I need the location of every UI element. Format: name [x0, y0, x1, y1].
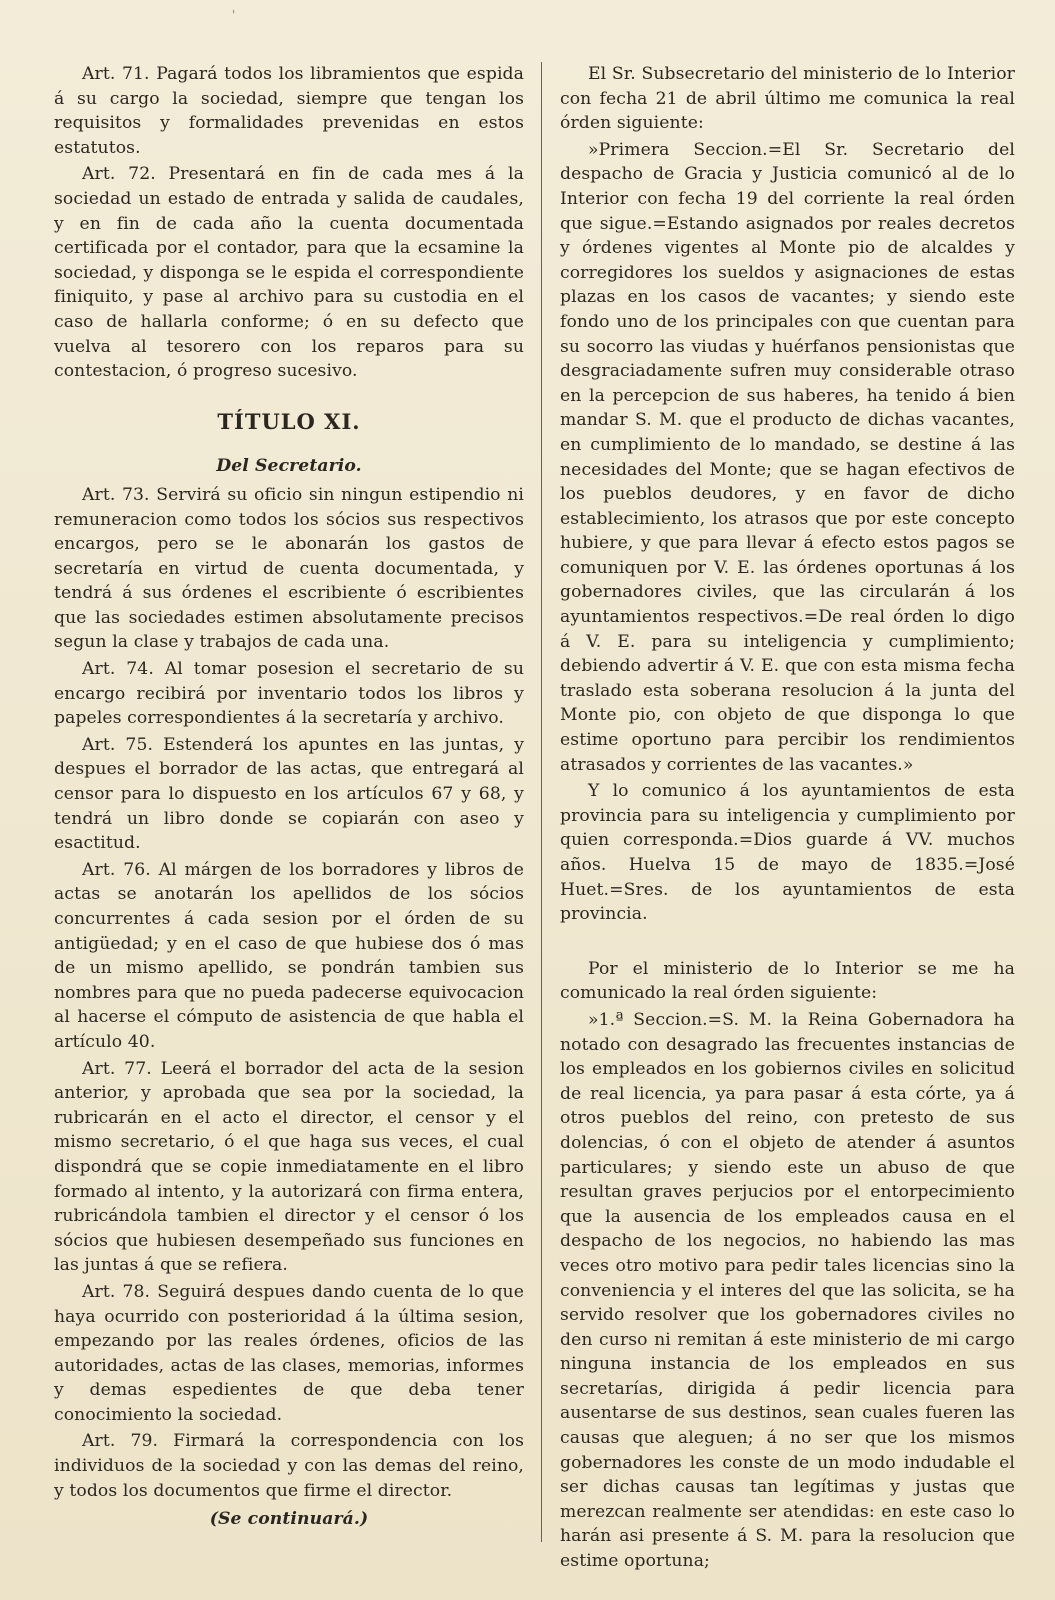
continuation-note: (Se continuará.) — [209, 1509, 369, 1530]
subsecretario-intro: El Sr. Subsecretario del ministerio de lo Interior con fecha 21 de abril último me comunica la real órden siguiente: — [560, 64, 1015, 134]
right-column — [560, 62, 1015, 1576]
left-column — [54, 62, 524, 1532]
article-73: Art. 73. Servirá su oficio sin ningun estipendio ni remuneracion como todos los sócios sus respectivos encargos, pero se le abonarán los gastos de secretaría en virtud de cuenta documentada, y tendrá á sus órdenes el escribiente ó escribientes que las sociedades estimen absolutamente precisos segun la clase y trabajos de cada una. — [54, 484, 524, 653]
article-77: Art. 77. Leerá el borrador del acta de la sesion anterior, y aprobada que sea por la sociedad, la rubricarán en el acto el director, el censor y el mismo secretario, ó el que haga sus veces, el cual dispondrá que se copie inmediatamente en el libro formado al intento, y la autorizará con firma entera, rubricándola tambien el director y el censor ó los sócios que hubiesen desempeñado sus funciones en las juntas á que se refiera. — [54, 1058, 524, 1276]
real-orden-monte-pio: »Primera Seccion.=El Sr. Secretario del despacho de Gracia y Justicia comunicó al de lo Interior con fecha 19 del corriente la real órden que sigue.=Estando asignados por reales decretos y órdenes vigentes al Monte pio de alcaldes y corregidores los sueldos y asignaciones de estas plazas en los casos de vacantes; y siendo este fondo uno de los principales con que cuentan para su socorro las viudas y huérfanos pensionistas que desgraciadamente sufren muy considerable otraso en la percepcion de sus haberes, ha tenido á bien mandar S. M. que el producto de dichas vacantes, en cumplimiento de lo mandado, se destine á las necesidades del Monte; que se hagan efectivos de los pueblos deudores, y en favor de dicho establecimiento, los atrasos que por este concepto hubiere, y que para llevar á efecto estos pagos se comuniquen por V. E. las órdenes oportunas á los gobernadores civiles, que las circularán á los ayuntamientos respectivos.=De real órden lo digo á V. E. para su inteligencia y cumplimiento; debiendo advertir á V. E. que con esta misma fecha traslado esta soberana resolucion á la junta del Monte pio, con objeto de que disponga lo que estime oportuno para percibir los rendimientos atrasados y corrientes de las vacantes.» — [560, 139, 1015, 775]
article-78: Art. 78. Seguirá despues dando cuenta de lo que haya ocurrido con posterioridad á la última sesion, empezando por las reales órdenes, oficios de las autoridades, actas de las clases, memorias, informes y demas espedientes de que deba tener conocimiento la sociedad. — [54, 1281, 524, 1425]
article-74: Art. 74. Al tomar posesion el secretario de su encargo recibirá por inventario todos los libros y papeles correspondientes á la secretaría y archivo. — [54, 659, 524, 729]
section-title: TÍTULO XI. — [217, 408, 361, 434]
huelva-closing: Y lo comunico á los ayuntamientos de esta provincia para su inteligencia y cumplimiento por quien corresponda.=Dios guarde á VV. muchos años. Huelva 15 de mayo de 1835.=José Huet.=Sres. de los ayuntamientos de esta provincia. — [560, 781, 1015, 925]
column-divider — [541, 62, 542, 1542]
page-mark: ' — [232, 8, 236, 22]
section-gap — [560, 929, 1015, 957]
article-76: Art. 76. Al márgen de los borradores y libros de actas se anotarán los apellidos de los sócios concurrentes á cada sesion por el órden de su antigüedad; y en el caso de que hubiese dos ó mas de un mismo apellido, se pondrán tambien sus nombres para que no pueda padecerse equivocacion al hacerse el cómputo de asistencia de que habla el artículo 40. — [54, 859, 524, 1052]
interior-intro: Por el ministerio de lo Interior se me ha comunicado la real órden siguiente: — [560, 958, 1015, 1004]
article-75: Art. 75. Estenderá los apuntes en las juntas, y despues el borrador de las actas, que entregará al censor para lo dispuesto en los artículos 67 y 68, y tendrá un libro donde se copiarán con aseo y esactitud. — [54, 734, 524, 854]
article-71: Art. 71. Pagará todos los libramientos que espida á su cargo la sociedad, siempre que tengan los requisitos y formalidades prevenidas en estos estatutos. — [54, 64, 524, 158]
section-subtitle: Del Secretario. — [216, 456, 362, 477]
article-72: Art. 72. Presentará en fin de cada mes á la sociedad un estado de entrada y salida de caudales, y en fin de cada año la cuenta documentada certificada por el contador, para que la ecsamine la sociedad, y disponga se le espida el correspondiente finiquito, y pase al archivo para su custodia en el caso de hallarla conforme; ó en su defecto que vuelva al tesorero con los reparos para su contestacion, ó progreso sucesivo. — [54, 164, 524, 382]
article-79: Art. 79. Firmará la correspondencia con los individuos de la sociedad y con las demas del reino, y todos los documentos que firme el director. — [54, 1431, 524, 1501]
real-orden-licencias: »1.ª Seccion.=S. M. la Reina Gobernadora ha notado con desagrado las frecuentes instancias de los empleados en los gobiernos civiles en solicitud de real licencia, ya para pasar á esta córte, ya á otros pueblos del reino, con pretesto de sus dolencias, ó con el objeto de atender á asuntos particulares; y siendo este un abuso de que resultan graves perjucios por el entorpecimiento que la ausencia de los empleados causa en el despacho de los negocios, no habiendo las mas veces otro motivo para pedir tales licencias sino la conveniencia y el interes del que las solicita, se ha servido resolver que los gobernadores civiles no den curso ni remitan á este ministerio de mi cargo ninguna instancia de los empleados en sus secretarías, dirigida á pedir licencia para ausentarse de sus destinos, sean cuales fueren las causas que aleguen; á no ser que los mismos gobernadores les conste de un modo indudable el ser dichas causas tan legítimas y justas que merezcan realmente ser atendidas: en este caso lo harán asi presente á S. M. para la resolucion que estime oportuna; — [560, 1009, 1015, 1572]
